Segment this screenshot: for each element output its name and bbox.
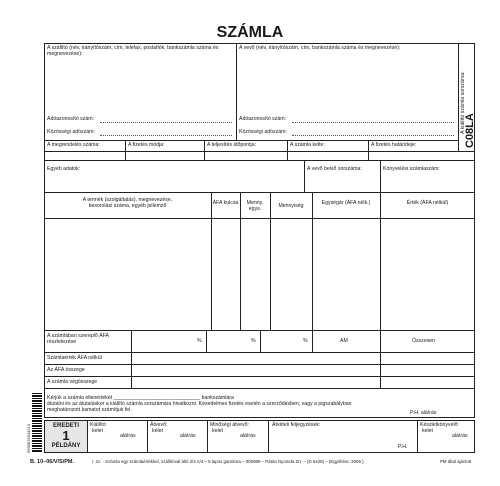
col-unit-price: Egységár (ÁFA nélk.)	[321, 200, 371, 206]
percent-2: %	[251, 338, 256, 344]
bottom-right-text: PM által ajánlott	[440, 459, 472, 464]
footer-signature-row	[44, 420, 475, 453]
bottom-code: B. 10–06/V/S/PM.	[30, 459, 75, 465]
vat-amount-label: Az ÁFA összege	[47, 367, 85, 373]
received-date-label: kelet	[152, 428, 163, 434]
buyer-label: A vevő (név, irányítószám, cím, bankszámla száma és megnevezése):	[239, 45, 401, 51]
buyer-eu-tax-id-label: Közösségi adószám:	[239, 129, 287, 135]
invoice-total-label: A számla végösszege	[47, 379, 98, 385]
receipt-ph-label: P.H.	[398, 444, 408, 450]
issued-label: Kiállító:	[90, 422, 108, 428]
percent-1: %	[197, 338, 202, 344]
col-quantity-unit: Menny. egys.	[246, 200, 264, 212]
receipt-notes-label: Átvételi feljegyzések:	[272, 422, 321, 428]
percent-3: %	[303, 338, 308, 344]
barcode-digits: 5999876543213	[26, 424, 31, 453]
col-vat-rate: ÁFA kulcsa	[212, 200, 239, 206]
net-value-label: Számlaérték ÁFA nélkül	[47, 355, 102, 361]
issued-date-label: kelet	[92, 428, 103, 434]
total-label: Összesen	[412, 338, 436, 344]
invoice-date-label: A számla kelte:	[290, 142, 325, 148]
ledger-no-label: Könyvelési számlaszám:	[383, 166, 440, 172]
other-data-label: Egyéb adatok:	[47, 166, 81, 172]
invoice-title: SZÁMLA	[216, 24, 284, 41]
col-quantity: Mennyiség	[278, 203, 304, 209]
buyer-tax-id-label: Adóazonosító szám:	[239, 116, 287, 122]
due-date-label: A fizetés határideje:	[371, 142, 417, 148]
fulfillment-date-label: A teljesítés időpontja:	[207, 142, 257, 148]
serial-label: A kiállító számla sorszáma:	[460, 71, 466, 134]
note-line-3: meghatározott kamatot számítjuk fel.	[47, 407, 132, 413]
seller-eu-tax-id-label: Közösségi adószám:	[47, 129, 95, 135]
accountant-signature-label: aláírás	[452, 433, 468, 439]
copy-label: EREDETI	[52, 423, 79, 429]
seller-label: A szállító (név, irányítószám, cím, telefax, postafiók, bankszámla száma és megnevezése):	[47, 45, 219, 57]
quality-date-label: kelet	[212, 428, 223, 434]
accountant-date-label: kelet	[422, 428, 433, 434]
quality-signature-label: aláírás	[240, 433, 256, 439]
am-label: AM	[340, 338, 348, 344]
quality-label: Minőségi átvevő:	[210, 422, 249, 428]
col-value: Érték (ÁFA nélkül)	[406, 200, 449, 206]
received-signature-label: aláírás	[180, 433, 196, 439]
seller-tax-id-label: Adóazonosító szám:	[47, 116, 95, 122]
bottom-text: r. sz. · Számla egy számlaértékkel, szállítóval álló 2/3 A/4 – 5 lapos garnitúra – 005989 – Pátria Nyomda Zrt. – (D 5428) – (Egyéb/ve: 2006.)	[92, 459, 364, 464]
copy-unit: PÉLDÁNY	[51, 443, 81, 449]
issued-signature-label: aláírás	[120, 433, 136, 439]
barcode-icon	[32, 393, 42, 453]
copy-number: 1	[62, 428, 70, 443]
serial-code: C08LA	[464, 113, 476, 148]
note-line-1: Kérjük a számla ellenértékét ______________________________ bankszámlára	[47, 395, 234, 401]
invoice-frame	[44, 43, 475, 418]
note-signature-label: P.H. aláírás	[410, 410, 437, 416]
payment-method-label: A fizetés módja:	[128, 142, 165, 148]
col-product: A termék (szolgáltatás), megnevezése, besorolási száma, egyéb jellemző	[82, 197, 173, 209]
received-label: Átvevő:	[150, 422, 168, 428]
order-no-label: A megrendelés száma:	[47, 142, 100, 148]
vat-breakdown-label: A számlában szereplő ÁFA részletezése	[47, 333, 109, 345]
note-line-2: átutalni és az átutaláskor a kiállító számla sorszámára hivatkozni. Késedelmes fizetés esetén a szerződésben, vagy a jogszabályban	[47, 401, 352, 407]
buyer-internal-no-label: A vevő belső sorszáma:	[307, 166, 362, 172]
accountant-label: Készletkönyvelő:	[420, 422, 459, 428]
